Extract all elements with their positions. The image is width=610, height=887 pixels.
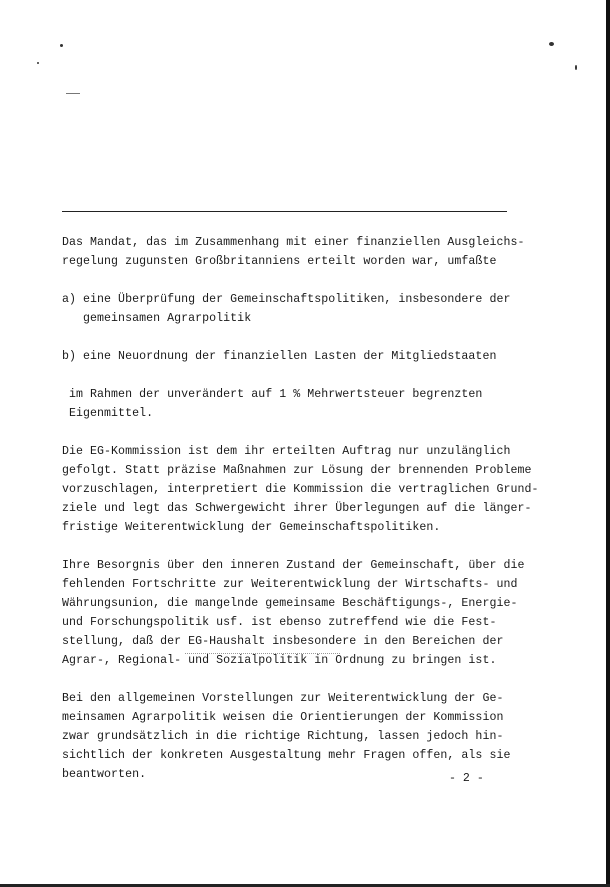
text-line: regelung zugunsten Großbritanniens erteilt worden war, umfaßte xyxy=(62,255,497,268)
text-line: fehlenden Fortschritte zur Weiterentwicklung der Wirtschafts- und xyxy=(62,578,518,591)
faint-scan-line xyxy=(185,653,340,655)
list-item-a xyxy=(62,290,562,328)
text-line: gemeinsamen Agrarpolitik xyxy=(62,312,252,325)
text-line: und Forschungspolitik usf. ist ebenso zutreffend wie die Fest- xyxy=(62,616,497,629)
header-rule xyxy=(62,211,507,212)
paragraph-frame xyxy=(62,385,562,423)
scan-speck xyxy=(37,62,39,64)
text-line: gefolgt. Statt präzise Maßnahmen zur Lösung der brennenden Probleme xyxy=(62,464,532,477)
text-line: stellung, daß der EG-Haushalt insbesondere in den Bereichen der xyxy=(62,635,504,648)
paragraph-agrar xyxy=(62,689,562,784)
text-line: b) eine Neuordnung der finanziellen Lasten der Mitgliedstaaten xyxy=(62,350,497,363)
text-line: Ihre Besorgnis über den inneren Zustand der Gemeinschaft, über die xyxy=(62,559,525,572)
text-line: fristige Weiterentwicklung der Gemeinschaftspolitiken. xyxy=(62,521,441,534)
text-line: Bei den allgemeinen Vorstellungen zur Weiterentwicklung der Ge- xyxy=(62,692,504,705)
paragraph-intro xyxy=(62,233,562,271)
scan-edge-right xyxy=(606,0,610,887)
text-line: Währungsunion, die mangelnde gemeinsame Beschäftigungs-, Energie- xyxy=(62,597,518,610)
text-line: a) eine Überprüfung der Gemeinschaftspolitiken, insbesondere der xyxy=(62,293,511,306)
text-line: ziele und legt das Schwergewicht ihrer Überlegungen auf die länger- xyxy=(62,502,532,515)
scan-speck xyxy=(575,65,577,70)
text-line: im Rahmen der unverändert auf 1 % Mehrwertsteuer begrenzten xyxy=(62,388,483,401)
text-line: zwar grundsätzlich in die richtige Richtung, lassen jedoch hin- xyxy=(62,730,504,743)
body-text xyxy=(62,233,562,784)
text-line: meinsamen Agrarpolitik weisen die Orientierungen der Kommission xyxy=(62,711,504,724)
text-line: Das Mandat, das im Zusammenhang mit einer finanziellen Ausgleichs- xyxy=(62,236,525,249)
text-line: beantworten. xyxy=(62,768,147,781)
list-item-b xyxy=(62,347,562,366)
text-line: vorzuschlagen, interpretiert die Kommission die vertraglichen Grund- xyxy=(62,483,539,496)
text-line: Die EG-Kommission ist dem ihr erteilten Auftrag nur unzulänglich xyxy=(62,445,511,458)
paragraph-commission xyxy=(62,442,562,537)
page-number: - 2 - xyxy=(449,772,484,785)
text-line: Agrar-, Regional- und Sozialpolitik in Ordnung zu bringen ist. xyxy=(62,654,497,667)
text-line: Eigenmittel. xyxy=(62,407,154,420)
scan-speck xyxy=(60,44,63,47)
scan-speck xyxy=(549,42,554,46)
text-line: sichtlich der konkreten Ausgestaltung mehr Fragen offen, als sie xyxy=(62,749,511,762)
scan-speck xyxy=(66,93,80,94)
